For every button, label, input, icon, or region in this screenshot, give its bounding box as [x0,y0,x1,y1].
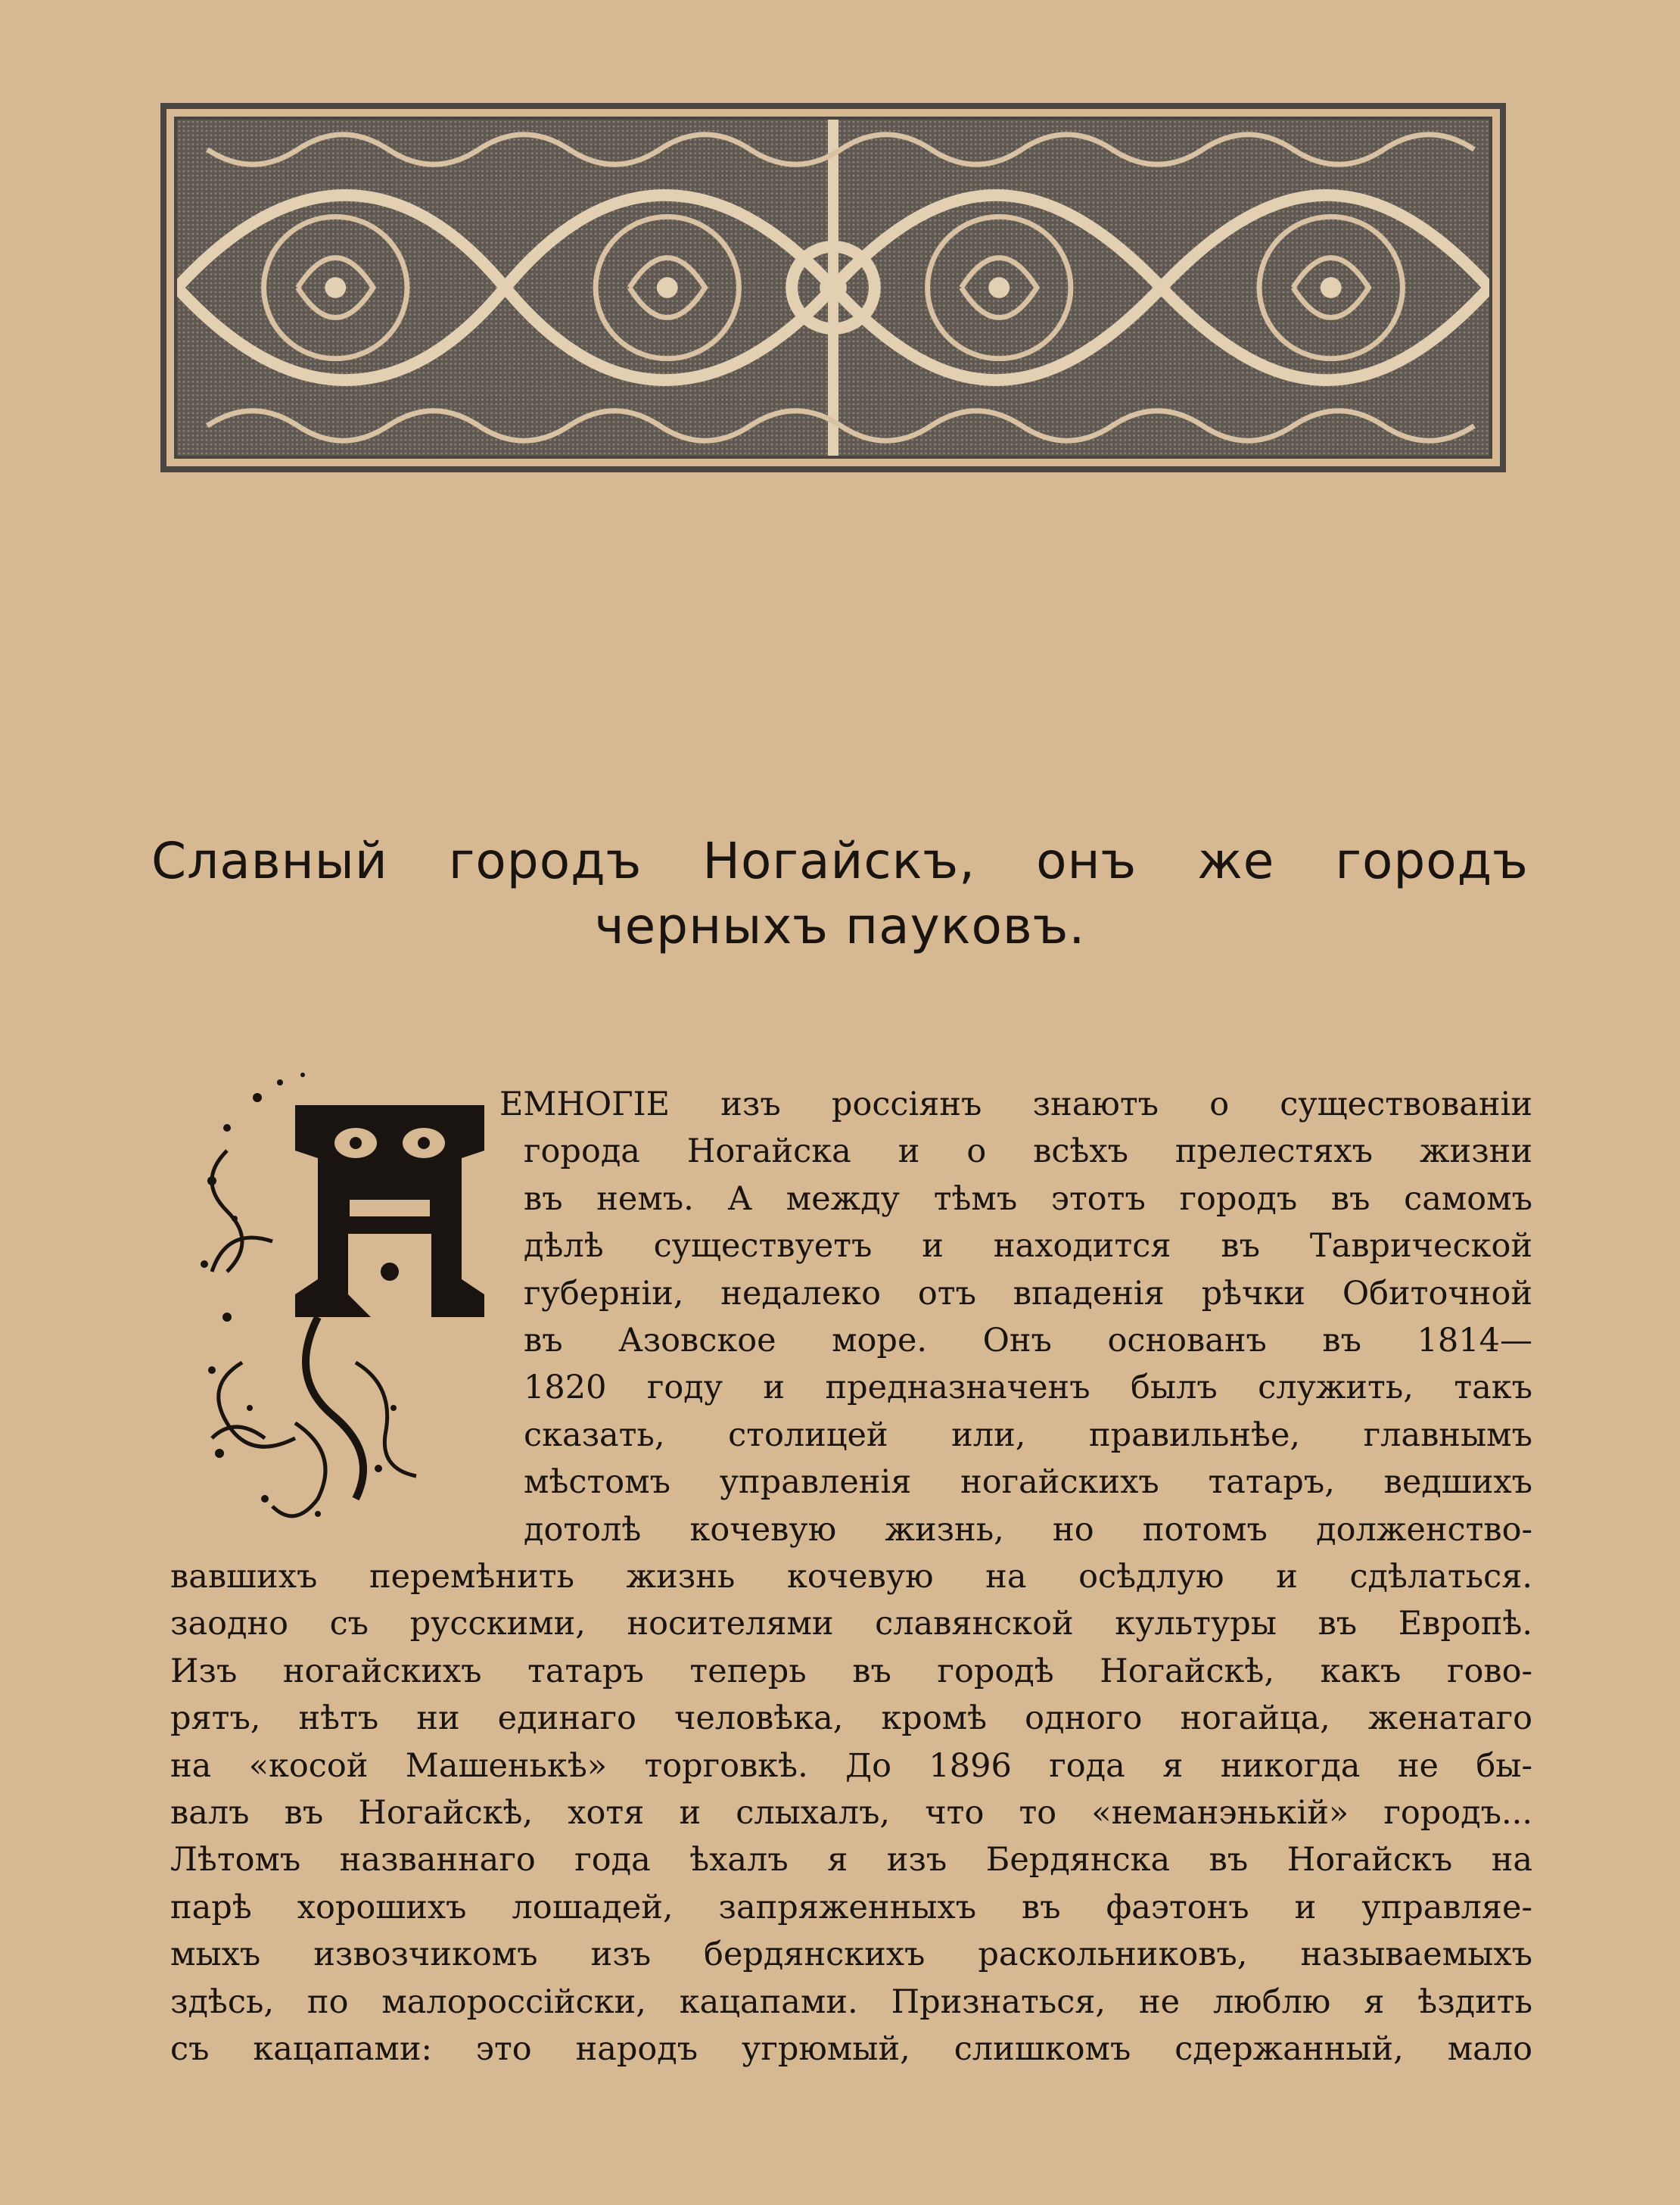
text-line: города Ногайска и о всѣхъ прелестяхъ жизни [524,1132,1532,1171]
chapter-title-line-2: черныхъ пауковъ. [594,897,1086,955]
text-line: въ немъ. А между тѣмъ этотъ городъ въ самомъ [524,1179,1532,1218]
text-line: въ Азовское море. Онъ основанъ въ 1814— [524,1321,1532,1359]
text-line: заодно съ русскими, носителями славянской культуры въ Европѣ. [170,1605,1532,1643]
text-line: сказать, столицей или, правильнѣе, главнымъ [524,1415,1532,1454]
title-word: Славный [151,832,388,890]
text-line: на «косой Машенькѣ» торговкѣ. До 1896 года я никогда не бы- [170,1746,1532,1785]
text-line: Изъ ногайскихъ татаръ теперь въ городѣ Ногайскѣ, какъ гово- [170,1652,1532,1690]
title-word: городъ [1335,832,1529,890]
text-line: парѣ хорошихъ лошадей, запряженныхъ въ фаэтонъ и управляе- [170,1888,1532,1926]
title-word: Ногайскъ, [702,832,976,890]
paragraph-full-width [170,1553,1532,2073]
paragraph-indented [499,1081,1532,1553]
title-word: городъ [448,832,642,890]
text-line: здѣсь, по малороссійски, кацапами. Признаться, не люблю я ѣздить [170,1982,1532,2021]
text-line: Лѣтомъ названнаго года ѣхалъ я изъ Бердянска въ Ногайскъ на [170,1841,1532,1880]
text-line: мѣстомъ управленія ногайскихъ татаръ, ведшихъ [524,1463,1532,1502]
title-word: же [1197,832,1275,890]
chapter-title-line-1 [151,829,1529,894]
text-line: дотолѣ кочевую жизнь, но потомъ долженство- [524,1510,1532,1549]
ornament-pattern [174,117,1492,459]
decorative-headpiece [160,103,1506,472]
text-line: 1820 году и предназначенъ былъ служить, такъ [524,1369,1532,1407]
title-word: онъ [1036,832,1137,890]
text-line: губерніи, недалеко отъ впаденія рѣчки Обиточной [524,1274,1532,1313]
chapter-title [151,829,1529,959]
text-line: валъ въ Ногайскѣ, хотя и слыхалъ, что то «неманэнькій» городъ... [170,1793,1532,1832]
text-line: вавшихъ перемѣнить жизнь кочевую на осѣдлую и сдѣлаться. [170,1558,1532,1596]
text-line: мыхъ извозчикомъ изъ бердянскихъ раскольниковъ, называемыхъ [170,1936,1532,1974]
text-line: дѣлѣ существуетъ и находится въ Таврической [524,1227,1532,1266]
text-line: ЕМНОГІЕ изъ россіянъ знаютъ о существованіи [499,1085,1532,1123]
text-line: рятъ, нѣтъ ни единаго человѣка, кромѣ одного ногайца, женатаго [170,1699,1532,1738]
text-line: съ кацапами: это народъ угрюмый, слишкомъ сдержанный, мало [170,2029,1532,2068]
decorated-initial [182,1045,499,1537]
